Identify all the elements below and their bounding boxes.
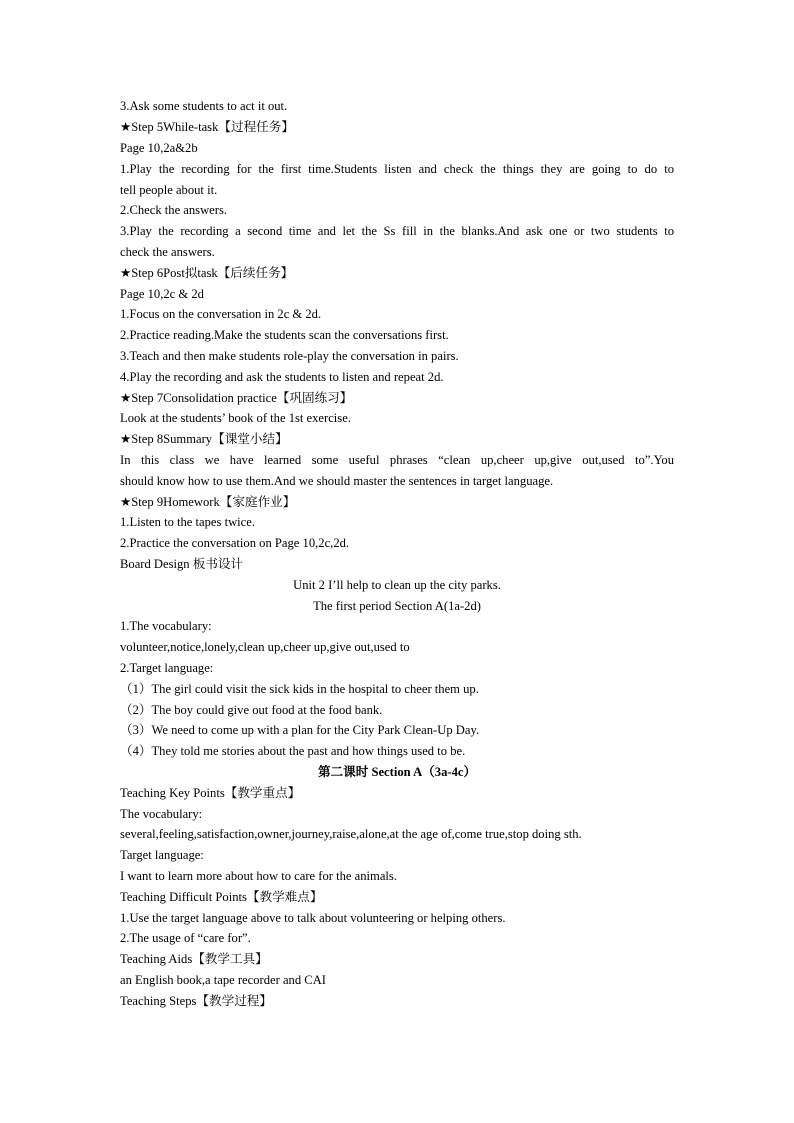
text-line: Page 10,2c & 2d <box>120 287 204 301</box>
text-line: Target language: <box>120 848 204 862</box>
text-line: 3.Play the recording a second time and let the Ss fill in the blanks.And ask one or two students to <box>120 224 674 238</box>
text-line: 3.Teach and then make students role-play the conversation in pairs. <box>120 349 459 363</box>
board-title: Unit 2 I’ll help to clean up the city parks. <box>293 578 501 592</box>
text-line: 1.Listen to the tapes twice. <box>120 515 255 529</box>
text-line: 4.Play the recording and ask the students to listen and repeat 2d. <box>120 370 444 384</box>
section-heading: Teaching Aids【教学工具】 <box>120 952 268 966</box>
step-heading: ★Step 8Summary【课堂小结】 <box>120 432 288 446</box>
text-line: volunteer,notice,lonely,clean up,cheer up,give out,used to <box>120 640 410 654</box>
text-line: 1.Play the recording for the first time.Students listen and check the things they are going to do to <box>120 162 674 176</box>
section-heading: Board Design 板书设计 <box>120 557 244 571</box>
text-line: 2.Practice the conversation on Page 10,2c,2d. <box>120 536 350 550</box>
text-line: The vocabulary: <box>120 807 203 821</box>
text-line: Look at the students’ book of the 1st exercise. <box>120 411 351 425</box>
text-line: I want to learn more about how to care for the animals. <box>120 869 397 883</box>
section-heading: Teaching Difficult Points【教学难点】 <box>120 890 323 904</box>
step-heading: ★Step 9Homework【家庭作业】 <box>120 495 296 509</box>
text-line: several,feeling,satisfaction,owner,journey,raise,alone,at the age of,come true,stop doing sth. <box>120 827 582 841</box>
section-heading: Teaching Key Points【教学重点】 <box>120 786 301 800</box>
text-line: 2.Target language: <box>120 661 214 675</box>
section-heading: Teaching Steps【教学过程】 <box>120 994 272 1008</box>
text-line: should know how to use them.And we should master the sentences in target language. <box>120 474 554 488</box>
text-line: 3.Ask some students to act it out. <box>120 99 288 113</box>
text-line: 2.Practice reading.Make the students scan the conversations first. <box>120 328 449 342</box>
text-line: In this class we have learned some useful phrases “clean up,cheer up,give out,used to”.You <box>120 453 674 467</box>
list-item: （1）The girl could visit the sick kids in the hospital to cheer them up. <box>120 682 479 696</box>
text-line: 2.The usage of “care for”. <box>120 931 251 945</box>
text-line: check the answers. <box>120 245 215 259</box>
list-item: （4）They told me stories about the past and how things used to be. <box>120 744 466 758</box>
lesson-heading: 第二课时 Section A（3a-4c） <box>317 765 477 779</box>
text-line: 1.Focus on the conversation in 2c & 2d. <box>120 307 322 321</box>
list-item: （3）We need to come up with a plan for the City Park Clean-Up Day. <box>120 723 480 737</box>
text-line: 1.Use the target language above to talk about volunteering or helping others. <box>120 911 506 925</box>
step-heading: ★Step 6Post拟task【后续任务】 <box>120 266 294 280</box>
text-line: 1.The vocabulary: <box>120 619 212 633</box>
board-subtitle: The first period Section A(1a-2d) <box>313 599 481 613</box>
step-heading: ★Step 7Consolidation practice【巩固练习】 <box>120 391 353 405</box>
text-line: Page 10,2a&2b <box>120 141 198 155</box>
step-heading: ★Step 5While-task【过程任务】 <box>120 120 294 134</box>
list-item: （2）The boy could give out food at the food bank. <box>120 703 383 717</box>
text-line: an English book,a tape recorder and CAI <box>120 973 326 987</box>
text-line: tell people about it. <box>120 183 218 197</box>
text-line: 2.Check the answers. <box>120 203 228 217</box>
